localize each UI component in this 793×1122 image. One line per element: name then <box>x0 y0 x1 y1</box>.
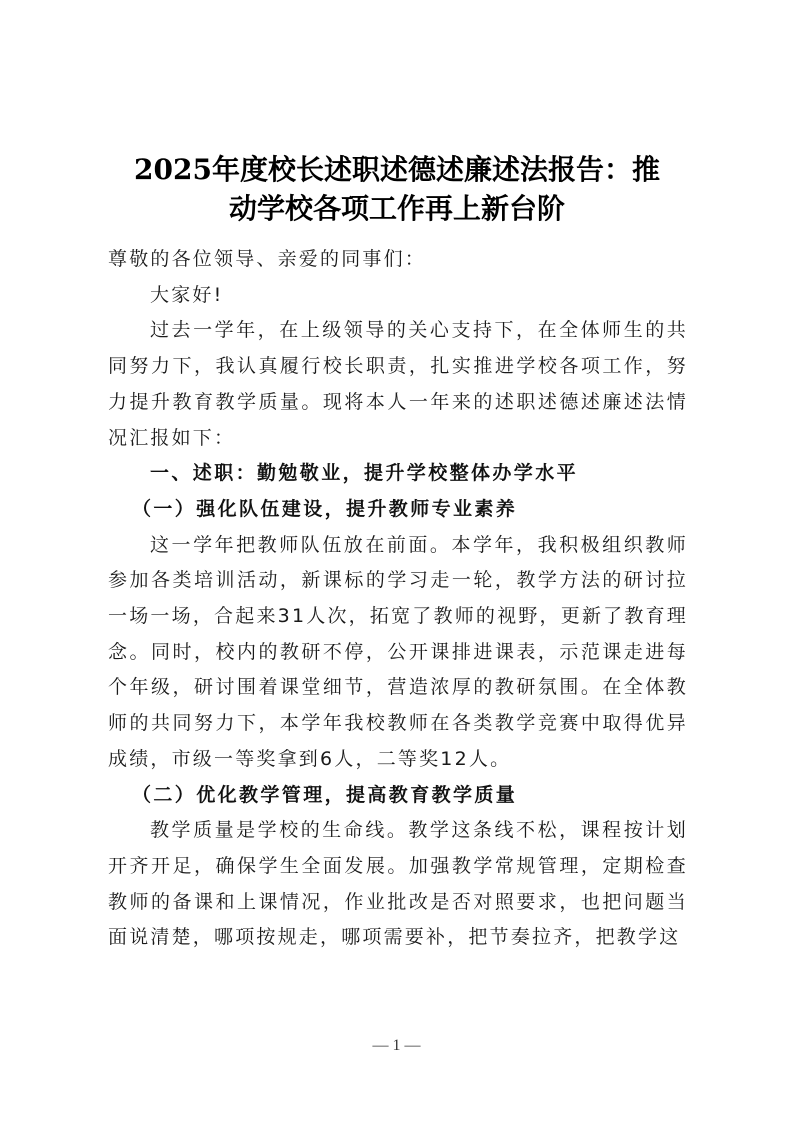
title-line-2: 动学校各项工作再上新台阶 <box>228 192 565 225</box>
subsection-1-paragraph: 这一学年把教师队伍放在前面。本学年，我积极组织教师参加各类培训活动，新课标的学习走一轮，教学方法的研讨拉一场一场，合起来31人次，拓宽了教师的视野，更新了教育理念。同时，校内的教研不停，公开课排进课表，示范课走进每个年级，研讨围着课堂细节，营造浓厚的教研氛围。在全体教师的共同努力下，本学年我校教师在各类教学竞赛中取得优异成绩，市级一等奖拿到6人，二等奖12人。 <box>108 533 688 770</box>
document-title <box>100 150 694 228</box>
document-body <box>108 242 688 956</box>
subsection-heading-1: （一）强化队伍建设，提升教师专业素养 <box>132 497 518 520</box>
salutation: 尊敬的各位领导、亲爱的同事们： <box>108 248 427 270</box>
greeting: 大家好! <box>150 283 224 306</box>
subsection-heading-2: （二）优化教学管理，提高教育教学质量 <box>132 783 518 806</box>
page-number: — 1 — <box>372 1037 421 1054</box>
title-line-1: 2025年度校长述职述德述廉述法报告：推 <box>134 153 660 186</box>
intro-paragraph: 过去一学年，在上级领导的关心支持下，在全体师生的共同努力下，我认真履行校长职责，扎实推进学校各项工作，努力提升教育教学质量。现将本人一年来的述职述德述廉述法情况汇报如下： <box>108 319 688 449</box>
section-heading-1: 一、述职：勤勉敬业，提升学校整体办学水平 <box>150 462 579 485</box>
subsection-2-paragraph: 教学质量是学校的生命线。教学这条线不松，课程按计划开齐开足，确保学生全面发展。加强教学常规管理，定期检查教师的备课和上课情况，作业批改是否对照要求，也把问题当面说清楚，哪项按规走，哪项需要补，把节奏拉齐，把教学这 <box>108 819 688 949</box>
